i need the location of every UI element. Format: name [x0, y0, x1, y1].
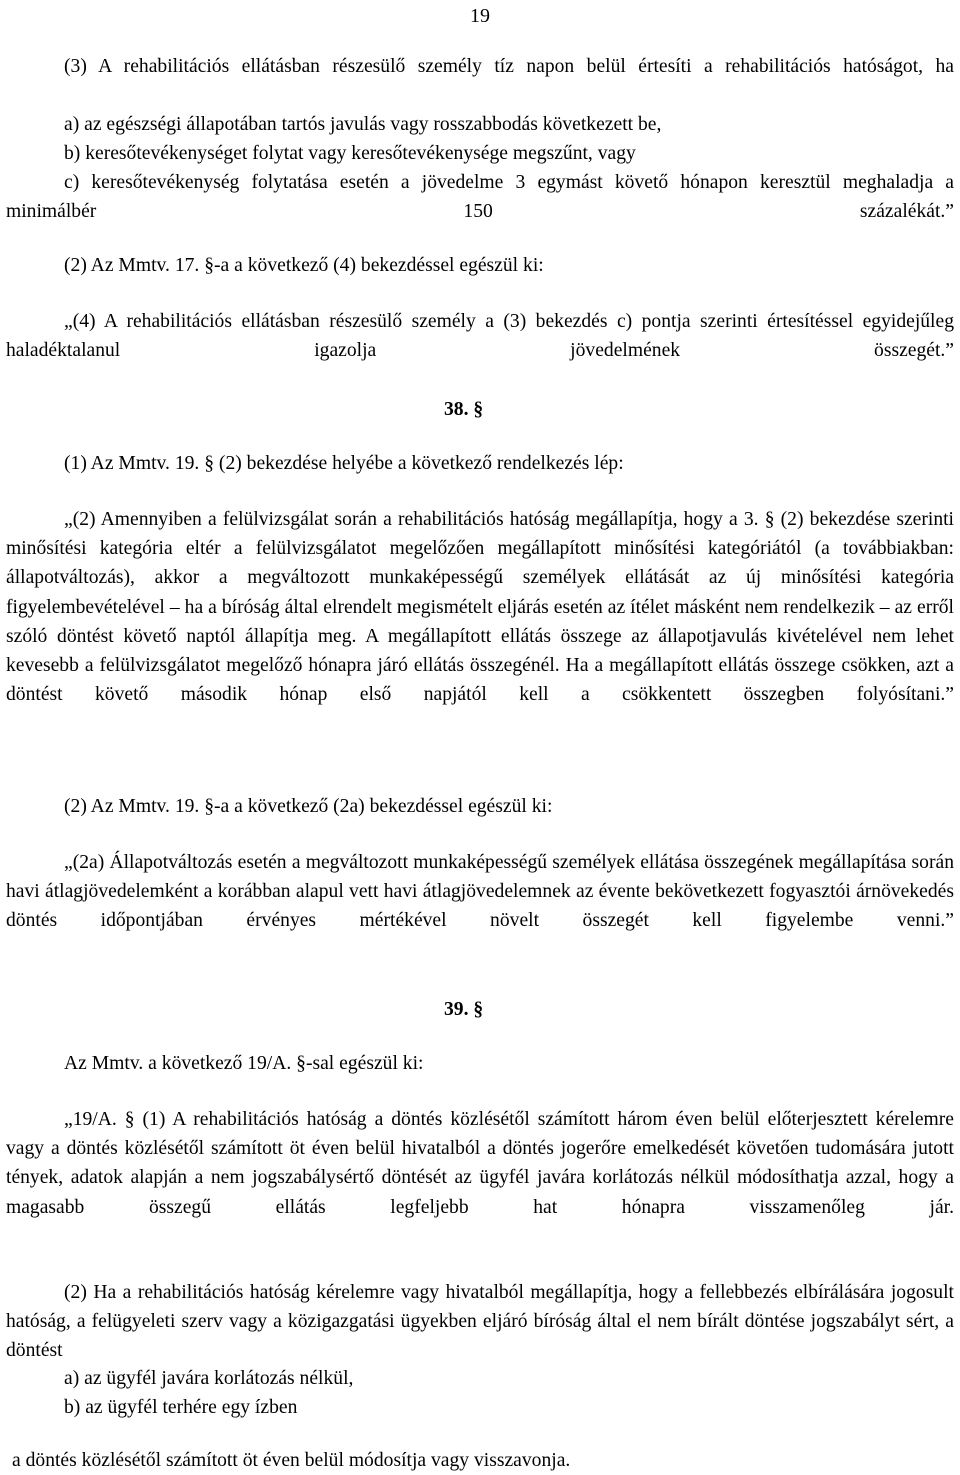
amendment-1-intro: (1) Az Mmtv. 19. § (2) bekezdése helyébe a következő rendelkezés lép:: [64, 453, 624, 474]
amendment-2a-intro: (2) Az Mmtv. 19. §-a a következő (2a) bekezdéssel egészül ki:: [64, 796, 553, 817]
list-item-c: c) keresőtevékenység folytatása esetén a jövedelme 3 egymást követő hónapon keresztül meghaladja a minimálbér 150 százalékát.”: [6, 172, 954, 223]
closing-clause: a döntés közlésétől számított öt éven belül módosítja vagy visszavonja.: [12, 1450, 571, 1471]
amendment-2-intro: (2) Az Mmtv. 17. §-a a következő (4) bekezdéssel egészül ki:: [64, 255, 544, 276]
section-19a-paragraph-2: (2) Ha a rehabilitációs hatóság kérelemre vagy hivatalból megállapítja, hogy a fellebbezés elbírálására jogosult hatóság, a felügyeleti szerv vagy a közigazgatási ügyekben eljáró bíróság által el nem bírált döntése jogszabályt sért, a döntést: [6, 1282, 954, 1362]
page-number: 19: [470, 5, 490, 27]
quoted-section-19a-paragraph-1: „19/A. § (1) A rehabilitációs hatóság a döntés közlésétől számított három éven belül előterjesztett kérelemre vagy a döntés közlésétől számított öt éven belül hivatalból a döntés jogerőre emelkedését követően tudomására jutott tények, adatok alapján a nem jogszabálysértő döntését az ügyfél javára korlátozás nélkül módosíthatja azzal, hogy a magasabb összegű ellátás legfeljebb hat hónapra visszamenőleg jár.: [6, 1109, 954, 1218]
list-item-19a-a: a) az ügyfél javára korlátozás nélkül,: [64, 1368, 354, 1389]
list-item-a: a) az egészségi állapotában tartós javulás vagy rosszabbodás következett be,: [64, 114, 662, 135]
section-19a-intro: Az Mmtv. a következő 19/A. §-sal egészül ki:: [64, 1053, 424, 1074]
quoted-paragraph-4: „(4) A rehabilitációs ellátásban részesülő személy a (3) bekezdés c) pontja szerinti értesítéssel egyidejűleg haladéktalanul igazolja jövedelmének összegét.”: [6, 311, 954, 362]
section-38-heading: 38. §: [444, 399, 484, 420]
quoted-paragraph-2: „(2) Amennyiben a felülvizsgálat során a rehabilitációs hatóság megállapítja, hogy a 3. § (2) bekezdése szerinti minősítési kategória eltér a felülvizsgálatot megelőzően megállapított minősítési kategóriától (a továbbiakban: állapotváltozás), akkor a megváltozott munkaképességű személyek ellátását az új minősítési kategória figyelembevételével – ha a bíróság által elrendelt megismételt eljárás esetén az ítélet másként nem rendelkezik – az erről szóló döntést követő naptól állapítja meg. A megállapított ellátás összege az állapotjavulás kivételével nem lehet kevesebb a felülvizsgálatot megelőző hónapra járó ellátás összegénél. Ha a megállapított ellátás összege csökken, azt a döntést követő második hónap első napjától kell a csökkentett összegben folyósítani.”: [6, 509, 954, 706]
quoted-paragraph-2a: „(2a) Állapotváltozás esetén a megváltozott munkaképességű személyek ellátása összegének megállapítása során havi átlagjövedelemként a korábban alapul vett havi átlagjövedelemnek az évente bekövetkezett fogyasztói árnövekedés döntés időpontjában érvényes mértékével növelt összegét kell figyelembe venni.”: [6, 852, 954, 932]
list-item-b: b) keresőtevékenységet folytat vagy keresőtevékenysége megszűnt, vagy: [64, 143, 636, 164]
paragraph-3-notification: (3) A rehabilitációs ellátásban részesülő személy tíz napon belül értesíti a rehabilitációs hatóságot, ha: [64, 56, 954, 77]
section-39-heading: 39. §: [444, 999, 484, 1020]
list-item-19a-b: b) az ügyfél terhére egy ízben: [64, 1397, 298, 1418]
